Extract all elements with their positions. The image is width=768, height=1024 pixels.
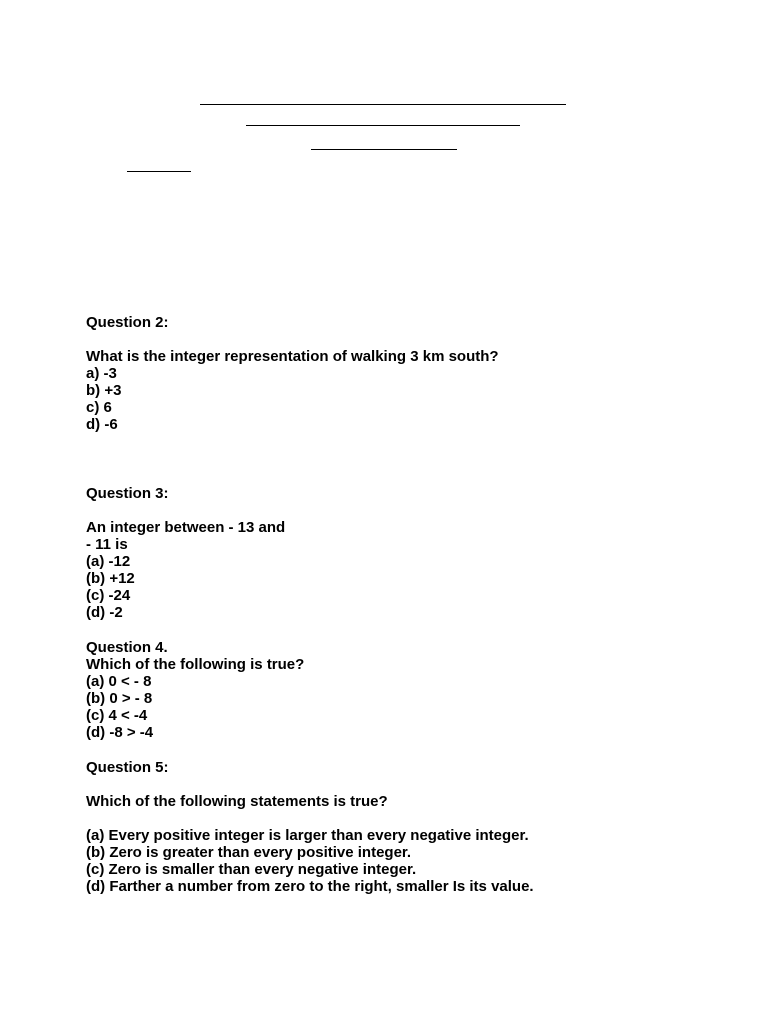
question-5-heading: Question 5:: [86, 759, 169, 776]
question-4-option-a: (a) 0 < - 8: [86, 673, 152, 690]
section-underline: [127, 171, 191, 172]
question-3-stem-line-1: An integer between - 13 and: [86, 519, 286, 536]
question-2-option-b: b) +3: [86, 382, 122, 399]
question-4-heading: Question 4.: [86, 639, 168, 656]
question-2-option-d: d) -6: [86, 416, 118, 433]
question-4-stem: Which of the following is true?: [86, 656, 305, 673]
question-5-option-a: (a) Every positive integer is larger than every negative integer.: [86, 827, 529, 844]
question-3-option-c: (c) -24: [86, 587, 131, 604]
question-3-option-d: (d) -2: [86, 604, 123, 621]
question-4-option-c: (c) 4 < -4: [86, 707, 148, 724]
question-2-heading: Question 2:: [86, 314, 169, 331]
question-4-option-d: (d) -8 > -4: [86, 724, 154, 741]
question-2-option-c: c) 6: [86, 399, 112, 416]
title-underline-1: [200, 104, 566, 105]
question-5-option-b: (b) Zero is greater than every positive integer.: [86, 844, 412, 861]
title-underline-2: [246, 125, 520, 126]
question-5-option-d: (d) Farther a number from zero to the right, smaller Is its value.: [86, 878, 534, 895]
question-5-stem: Which of the following statements is true?: [86, 793, 388, 810]
question-3-option-b: (b) +12: [86, 570, 135, 587]
question-2-option-a: a) -3: [86, 365, 117, 382]
question-3-stem-line-2: - 11 is: [86, 536, 128, 553]
title-underline-3: [311, 149, 457, 150]
question-4-option-b: (b) 0 > - 8: [86, 690, 153, 707]
question-3-option-a: (a) -12: [86, 553, 131, 570]
question-3-heading: Question 3:: [86, 485, 169, 502]
question-5-option-c: (c) Zero is smaller than every negative integer.: [86, 861, 417, 878]
question-2-stem: What is the integer representation of walking 3 km south?: [86, 348, 499, 365]
